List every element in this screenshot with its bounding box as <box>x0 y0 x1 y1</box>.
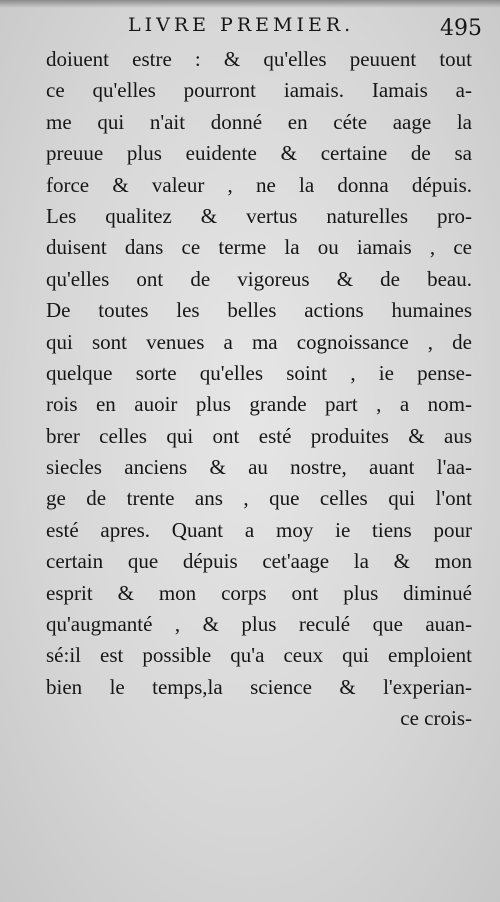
text-line: Les qualitez & vertus naturelles pro- <box>46 203 472 228</box>
text-line: brer celles qui ont esté produites & aus <box>46 423 472 448</box>
text-line: duisent dans ce terme la ou iamais , ce <box>46 235 472 260</box>
text-line: quelque sorte qu'elles soint , ie pense- <box>46 360 472 385</box>
page-top-shadow <box>0 0 500 8</box>
text-line: certain que dépuis cet'aage la & mon <box>46 549 472 574</box>
body-text <box>46 44 472 735</box>
text-line: doiuent estre : & qu'elles peuuent tout <box>46 47 472 71</box>
text-line: qu'augmanté , & plus reculé que auan- <box>46 612 472 637</box>
page-number: 495 <box>440 16 482 41</box>
text-line: esprit & mon corps ont plus diminué <box>46 580 472 605</box>
text-line: esté apres. Quant a moy ie tiens pour <box>46 517 472 542</box>
text-line: preuue plus euidente & certaine de sa <box>46 141 472 166</box>
catchword-line: ce crois- <box>400 706 472 731</box>
text-line: siecles anciens & au nostre, auant l'aa- <box>46 455 472 480</box>
text-line: rois en auoir plus grande part , a nom- <box>46 392 472 417</box>
text-line: De toutes les belles actions humaines <box>46 298 472 323</box>
text-line: me qui n'ait donné en céte aage la <box>46 109 472 134</box>
text-line: sé:il est possible qu'a ceux qui emploient <box>46 643 472 668</box>
text-line: ge de trente ans , que celles qui l'ont <box>46 486 472 511</box>
text-line: qui sont venues a ma cognoissance , de <box>46 329 472 354</box>
text-line: ce qu'elles pourront iamais. Iamais a- <box>46 78 472 103</box>
text-line: force & valeur , ne la donna dépuis. <box>46 172 472 197</box>
text-line: bien le temps,la science & l'experian- <box>46 674 472 699</box>
text-line: qu'elles ont de vigoreus & de beau. <box>46 266 472 291</box>
running-head: LIVRE PREMIER. <box>128 14 355 36</box>
